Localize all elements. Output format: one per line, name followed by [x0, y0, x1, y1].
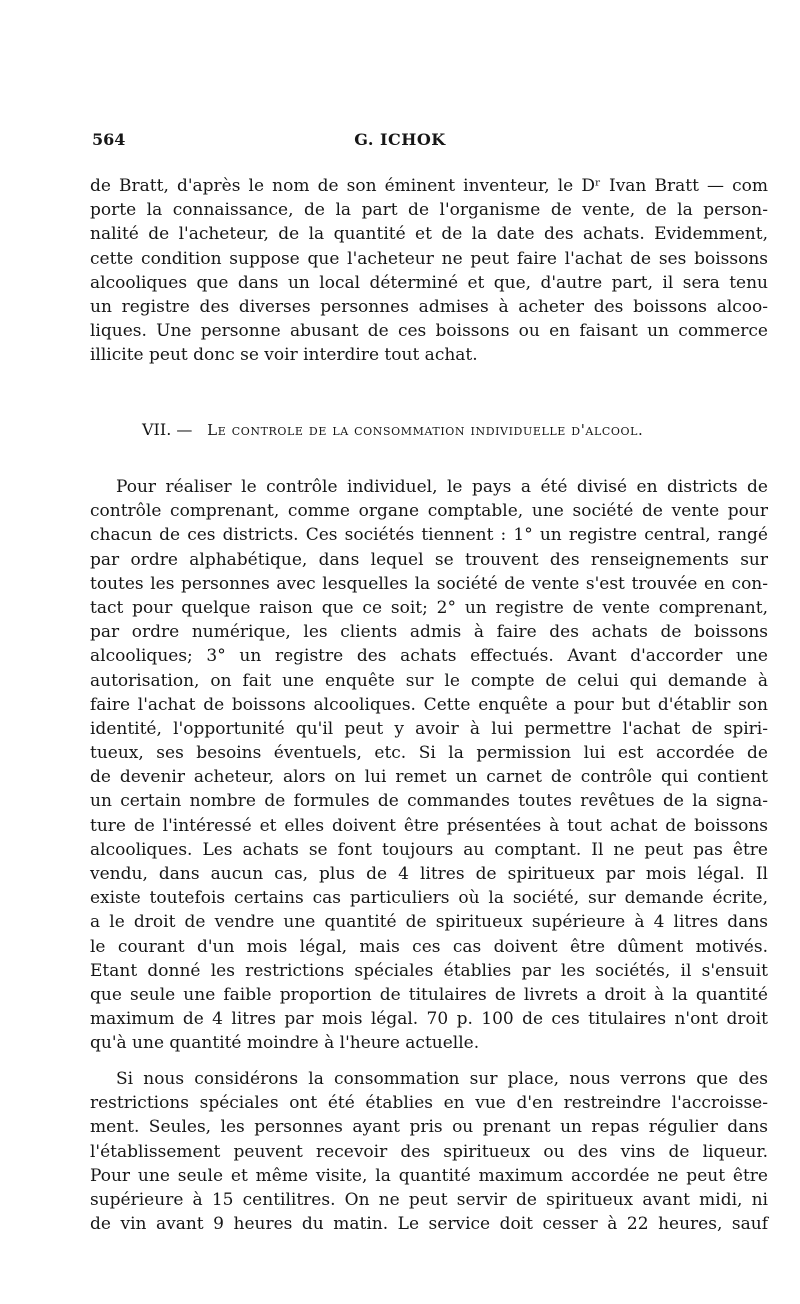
text-line: identité, l'opportunité qu'il peut y avoir à lui permettre l'achat de spiri- [90, 718, 768, 739]
text-line: de devenir acheteur, alors on lui remet un carnet de contrôle qui contient [90, 767, 768, 788]
text-line: chacun de ces districts. Ces sociétés tiennent : 1° un registre central, rangé [90, 525, 768, 546]
text-line: supérieure à 15 centilitres. On ne peut servir de spiritueux avant midi, ni [90, 1189, 768, 1210]
text-line: le courant d'un mois légal, mais ces cas doivent être dûment motivés. [90, 936, 768, 957]
text-line: illicite peut donc se voir interdire tout achat. [90, 345, 478, 366]
text-line: par ordre numérique, les clients admis à faire des achats de boissons [90, 622, 768, 643]
text-line: existe toutefois certains cas particuliers où la société, sur demande écrite, [90, 888, 768, 909]
text-line: un registre des diverses personnes admises à acheter des boissons alcoo- [90, 296, 768, 317]
running-head: G. ICHOK [354, 130, 446, 149]
text-line: nalité de l'acheteur, de la quantité et de la date des achats. Evidemment, [90, 224, 768, 245]
text-line: alcooliques. Les achats se font toujours au comptant. Il ne peut pas être [90, 839, 768, 860]
page-number: 564 [92, 130, 126, 149]
text-line: que seule une faible proportion de titulaires de livrets a droit à la quantité [90, 984, 768, 1005]
text-line: toutes les personnes avec lesquelles la société de vente s'est trouvée en con- [90, 573, 768, 594]
section-number: VII. — [142, 420, 193, 439]
text-line: liques. Une personne abusant de ces boissons ou en faisant un commerce [90, 321, 768, 342]
page-header [0, 130, 800, 154]
paragraph-3 [90, 1067, 768, 1236]
text-line: Si nous considérons la consommation sur place, nous verrons que des [116, 1069, 768, 1089]
text-line: ture de l'intéressé et elles doivent être présentées à tout achat de boissons [90, 815, 768, 836]
paragraph-2 [90, 475, 768, 1056]
text-line: vendu, dans aucun cas, plus de 4 litres de spiritueux par mois légal. Il [90, 864, 768, 884]
text-line: Etant donné les restrictions spéciales établies par les sociétés, il s'ensuit [90, 960, 768, 981]
text-line: alcooliques que dans un local déterminé et que, d'autre part, il sera tenu [90, 272, 768, 293]
text-line: porte la connaissance, de la part de l'organisme de vente, de la person- [90, 200, 768, 221]
text-line: maximum de 4 litres par mois légal. 70 p. 100 de ces titulaires n'ont droit [90, 1009, 768, 1030]
text-line: tueux, ses besoins éventuels, etc. Si la permission lui est accordée de [90, 743, 768, 764]
section-heading [142, 418, 768, 442]
text-line: Pour une seule et même visite, la quantité maximum accordée ne peut être [90, 1165, 768, 1186]
text-line: faire l'achat de boissons alcooliques. Cette enquête a pour but d'établir son [90, 694, 768, 715]
text-line: par ordre alphabétique, dans lequel se trouvent des renseignements sur [90, 549, 768, 570]
text-line: l'établissement peuvent recevoir des spiritueux ou des vins de liqueur. [90, 1141, 768, 1162]
text-line: a le droit de vendre une quantité de spiritueux supérieure à 4 litres dans [90, 912, 768, 933]
text-line: de vin avant 9 heures du matin. Le service doit cesser à 22 heures, sauf [90, 1214, 768, 1235]
text-line: restrictions spéciales ont été établies en vue d'en restreindre l'accroisse- [90, 1093, 768, 1114]
text-line: alcooliques; 3° un registre des achats effectués. Avant d'accorder une [90, 646, 768, 667]
text-line: qu'à une quantité moindre à l'heure actuelle. [90, 1033, 480, 1054]
text-line: ment. Seules, les personnes ayant pris ou prenant un repas régulier dans [90, 1117, 768, 1138]
text-line: autorisation, on fait une enquête sur le compte de celui qui demande à [90, 670, 768, 691]
text-line: cette condition suppose que l'acheteur ne peut faire l'achat de ses boissons [90, 248, 768, 269]
paragraph-1 [90, 174, 768, 368]
text-line: Pour réaliser le contrôle individuel, le pays a été divisé en districts de [116, 477, 768, 497]
text-line: un certain nombre de formules de commandes toutes revêtues de la signa- [90, 791, 768, 812]
text-line: tact pour quelque raison que ce soit; 2° un registre de vente comprenant, [90, 597, 768, 618]
text-line: contrôle comprenant, comme organe comptable, une société de vente pour [90, 501, 768, 522]
section-title: Le controle de la consommation individuelle d'alcool. [207, 421, 644, 439]
text-line: de Bratt, d'après le nom de son éminent inventeur, le Dʳ Ivan Bratt — com [90, 176, 768, 196]
